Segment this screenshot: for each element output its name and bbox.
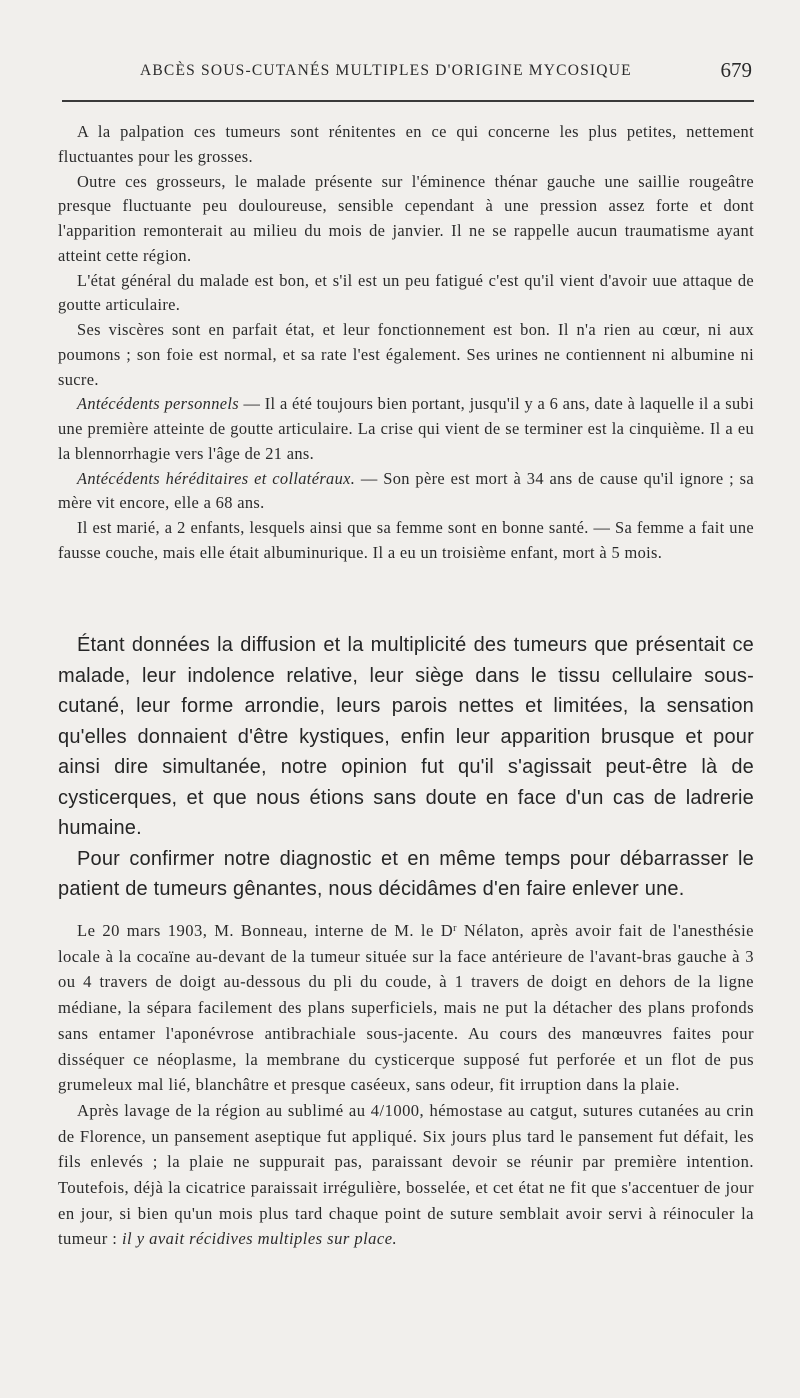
paragraph-decision: Pour confirmer notre diagnostic et en même temps pour débarrasser le patient de tumeurs gênantes, nous décidâmes d'en faire enlever une. <box>58 847 754 900</box>
paragraph-viscera: Ses viscères sont en parfait état, et leur fonctionnement est bon. Il n'a rien au cœur, ni aux poumons ; son foie est normal, et sa rate l'est également. Ses urines ne contiennent ni albumine ni sucre. <box>58 320 754 389</box>
operation-report <box>58 918 754 1252</box>
paragraph-family: Il est marié, a 2 enfants, lesquels ainsi que sa femme sont en bonne santé. — Sa femme a fait une fausse couche, mais elle était albuminurique. Il a eu un troisième enfant, mort à 5 mois. <box>58 518 754 562</box>
aftercare-text: Après lavage de la région au sublimé au 4/1000, hémostase au catgut, sutures cutanées au crin de Florence, un pansement aseptique fut appliqué. Six jours plus tard le pansement fut défait, les fils enlevés ; la plaie ne suppurait pas, paraissant devoir se réunir par première intention. Toutefois, déjà la cicatrice paraissait irrégulière, bosselée, et cet état ne fit que s'accentuer de jour en jour, si bien qu'un mois plus tard chaque point de suture semblait avoir servi à réinoculer la tumeur : <box>58 1100 754 1249</box>
case-description <box>58 120 754 566</box>
page-number: 679 <box>720 58 752 82</box>
doctor-superscript: r <box>453 923 457 934</box>
discussion <box>58 630 754 905</box>
family-history-text: — Son père est mort à 34 ans de cause qu'il ignore ; sa mère vit encore, elle a 68 ans. <box>58 468 754 513</box>
recurrence-conclusion: il y avait récidives multiples sur place. <box>121 1229 398 1249</box>
operation-text-rest: Nélaton, après avoir fait de l'anesthésie locale à la cocaïne au-devant de la tumeur située sur la face antérieure de l'avant-bras gauche à 3 ou 4 travers de doigt au-dessous du pli du coude, à 1 travers de doigt en dehors de la ligne médiane, la sépara facilement des plans superficiels, mais ne put la détacher des plans profonds sans entamer l'aponévrose antibrachiale sous-jacente. Au cours des manœuvres faites pour disséquer ce néoplasme, la membrane du cysticerque supposé fut perforée et un flot de pus grumeleux mal lié, blanchâtre et presque caséeux, sans odeur, fit irruption dans la plaie. <box>58 921 754 1095</box>
paragraph-family-history <box>58 467 754 517</box>
paragraph-operation <box>58 918 754 1098</box>
paragraph-thenar: Outre ces grosseurs, le malade présente sur l'éminence thénar gauche une saillie rougeâtre presque fluctuante peu douloureuse, sensible cependant à une pression assez forte et dont l'apparition remonterait au milieu du mois de janvier. Il ne se rappelle aucun traumatisme ayant atteint cette région. <box>58 171 754 265</box>
paragraph-aftercare <box>58 1098 754 1252</box>
paragraph-personal-history <box>58 392 754 466</box>
running-head <box>60 58 754 92</box>
paragraph-diagnosis: Étant données la diffusion et la multiplicité des tumeurs que présentait ce malade, leur indolence relative, leur siège dans le tissu cellulaire sous-cutané, leur forme arrondie, leurs parois nettes et limitées, la sensation qu'elles donnaient d'être kystiques, enfin leur apparition brusque et pour ainsi dire simultanée, notre opinion fut qu'il s'agissait peut-être là de cysticerques, et que nous étions sans doute en face d'un cas de ladrerie humaine. <box>58 634 754 839</box>
paragraph-general-state: L'état général du malade est bon, et s'il est un peu fatigué c'est qu'il vient d'avoir uue attaque de goutte articulaire. <box>58 270 754 315</box>
paragraph-palpation: A la palpation ces tumeurs sont rénitentes en ce qui concerne les plus petites, nettement fluctuantes pour les grosses. <box>58 122 754 166</box>
personal-history-heading: Antécédents personnels <box>77 394 240 414</box>
family-history-heading: Antécédents héréditaires et collatéraux. <box>77 468 356 488</box>
personal-history-text: — Il a été toujours bien portant, jusqu'il y a 6 ans, date à laquelle il a subi une première atteinte de goutte articulaire. La crise qui vient de se terminer est la cinquième. Il a eu la blennorrhagie vers l'âge de 21 ans. <box>58 394 754 463</box>
operation-text-start: Le 20 mars 1903, M. Bonneau, interne de M. le D <box>77 921 454 940</box>
header-rule <box>62 100 754 102</box>
running-title: ABCÈS SOUS-CUTANÉS MULTIPLES D'ORIGINE MYCOSIQUE <box>140 62 632 79</box>
